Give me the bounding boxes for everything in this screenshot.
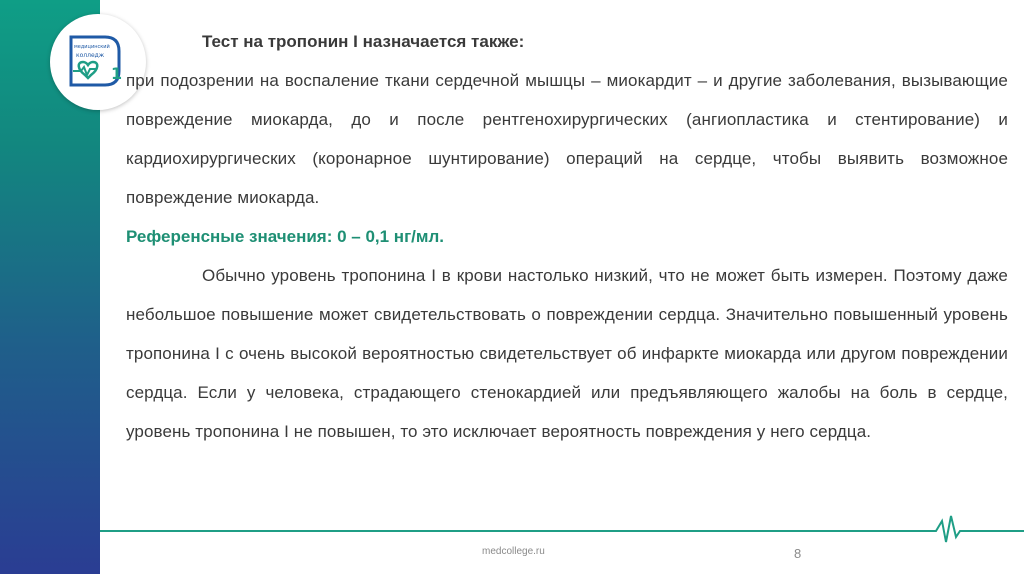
logo-line1: медицинский: [74, 44, 110, 50]
paragraph-interpretation: Обычно уровень тропонина I в крови настолько низкий, что не может быть измерен. Поэтому даже небольшое повышение может свидетельствовать о повреждении сердца. Значительно повышенный уровень тропонина I с очень высокой вероятностью свидетельствует об инфаркте миокарда или другом повреждении сердца. Если у человека, страдающего стенокардией или предъявляющего жалобы на боль в сердце, уровень тропонина I не повышен, то это исключает вероятность повреждения у него сердца.: [126, 266, 1008, 441]
slide-heading: Тест на тропонин I назначается также:: [202, 32, 525, 51]
slide-content: [126, 22, 1008, 451]
reference-values: Референсные значения: 0 – 0,1 нг/мл.: [126, 227, 444, 246]
paragraph-indications: при подозрении на воспаление ткани сердечной мышцы – миокардит – и другие заболевания, вызывающие повреждение миокарда, до и после рентгенохирургических (ангиопластика и стентирование) и кардиохирургических (коронарное шунтирование) операций на сердце, чтобы выявить возможное повреждение миокарда.: [126, 71, 1008, 207]
logo-line2: колледж: [76, 52, 105, 59]
page-number: 8: [794, 546, 802, 561]
college-heart-logo-icon: [63, 27, 133, 97]
footer-url: medcollege.ru: [482, 546, 545, 557]
logo-number: 1: [111, 64, 123, 83]
